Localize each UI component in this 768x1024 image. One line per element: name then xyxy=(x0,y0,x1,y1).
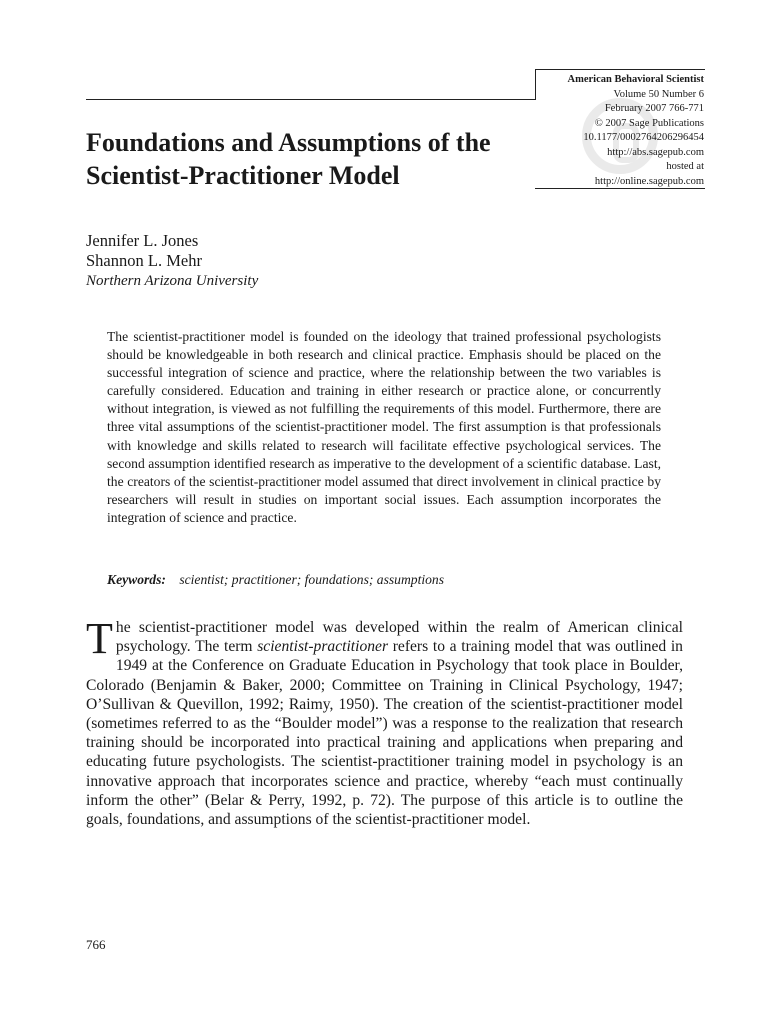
article-title: Foundations and Assumptions of the Scientist-Practitioner Model xyxy=(86,128,491,190)
author-block xyxy=(86,231,258,291)
keywords-label: Keywords: xyxy=(107,572,166,587)
keywords-list: scientist; practitioner; foundations; assumptions xyxy=(179,572,445,587)
body-term-emphasis: scientist-practitioner xyxy=(257,638,389,656)
page-number: 766 xyxy=(86,937,106,952)
body-paragraph xyxy=(86,614,683,829)
host-url[interactable]: http://online.sagepub.com xyxy=(594,175,704,187)
hosted-at-label: hosted at xyxy=(666,161,704,172)
author-affiliation: Northern Arizona University xyxy=(86,273,259,289)
journal-volume: Volume 50 Number 6 xyxy=(613,88,704,100)
journal-copyright: © 2007 Sage Publications xyxy=(594,117,704,129)
drop-cap: T xyxy=(86,614,113,663)
metadata-rule-top xyxy=(535,69,705,70)
journal-metadata xyxy=(504,73,704,189)
body-text-part: he scientist-practitioner model was developed within the realm of American clinical psychology. The term xyxy=(115,619,683,656)
article-doi: 10.1177/0002764206296454 xyxy=(583,132,704,143)
author-name: Jennifer L. Jones xyxy=(86,231,199,250)
author-name: Shannon L. Mehr xyxy=(86,251,202,270)
journal-date-pages: February 2007 766-771 xyxy=(604,103,704,114)
keywords-line xyxy=(107,572,444,588)
abstract: The scientist-practitioner model is founded on the ideology that trained professional psychologists should be knowledgeable in both research and clinical practice. Emphasis should be placed on the successful integration of science and practice, where the relationship between the two variables is carefully considered. Education and training in either research or practice alone, or concurrently without integration, is viewed as not fulfilling the requirements of this model. Furthermore, there are three vital assumptions of the scientist-practitioner model. The first assumption is that professionals with knowledge and skills related to research will facilitate effective psychological services. The second assumption identified research as imperative to the development of a scientific database. Last, the creators of the scientist-practitioner model assumed that direct involvement in clinical practice by researchers will result in studies on important social issues. Each assumption incorporates the integration of science and practice. xyxy=(107,329,661,525)
journal-url[interactable]: http://abs.sagepub.com xyxy=(607,146,704,158)
journal-name: American Behavioral Scientist xyxy=(567,74,704,85)
body-text-part: refers to a training model that was outlined in 1949 at the Conference on Graduate Education in Psychology that took place in Boulder, Colorado (Benjamin & Baker, 2000; Committee on Training in Clinical Psychology, 1947; O’Sullivan & Quevillon, 1992; Raimy, 1950). The creation of the scientist-practitioner model (sometimes referred to as the “Boulder model”) was a response to the realization that research training should be incorporated into practical training and applications when preparing and educating future psychologists. The scientist-practitioner training model in psychology is an innovative approach that incorporates science and practice, whereby “each must continually inform the other” (Belar & Perry, 1992, p. 72). The purpose of this article is to outline the goals, foundations, and assumptions of the scientist-practitioner model. xyxy=(86,638,683,829)
header-rule xyxy=(86,99,536,100)
